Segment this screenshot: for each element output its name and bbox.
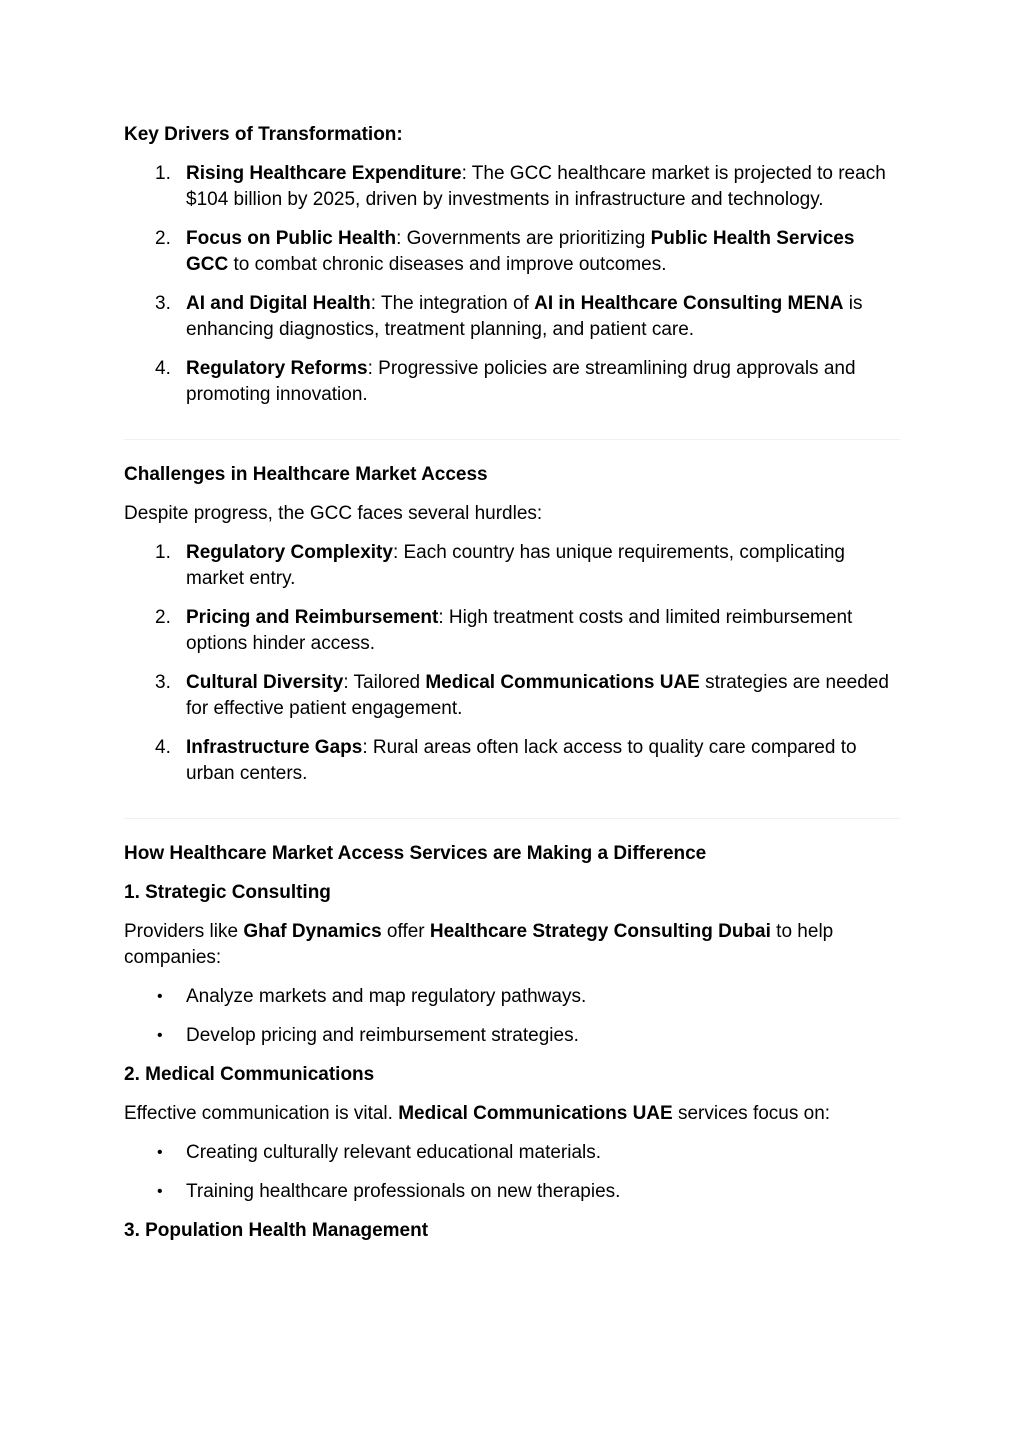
list-item-text: : The integration of — [370, 293, 535, 314]
bullet-list — [124, 984, 900, 1049]
list-item-text: to combat chronic diseases and improve outcomes. — [228, 254, 667, 275]
list-item-title: Rising Healthcare Expenditure — [186, 163, 462, 184]
list-item-emphasis: Public Health Services GCC — [186, 228, 855, 275]
list-item-text: strategies are needed for effective patient engagement. — [186, 672, 889, 719]
paragraph-text: to help companies: — [124, 921, 834, 968]
drivers-list — [124, 161, 900, 408]
list-item-title: Regulatory Complexity — [186, 542, 393, 563]
paragraph-text: Providers like — [124, 921, 244, 942]
list-number: 1. — [155, 163, 171, 184]
paragraph-emphasis: Medical Communications UAE — [398, 1103, 673, 1124]
list-item — [124, 356, 900, 408]
list-number: 3. — [155, 293, 171, 314]
list-number: 4. — [155, 358, 171, 379]
list-item-text: : Each country has unique requirements, complicating market entry. — [186, 542, 845, 589]
list-number: 2. — [155, 607, 171, 628]
list-item-text: is enhancing diagnostics, treatment planning, and patient care. — [186, 293, 863, 340]
bullet-marker: • — [157, 988, 163, 1005]
list-item-text: : High treatment costs and limited reimbursement options hinder access. — [186, 607, 853, 654]
drivers-heading: Key Drivers of Transformation: — [124, 124, 403, 145]
list-item-title: Cultural Diversity — [186, 672, 344, 693]
bullet-text: Analyze markets and map regulatory pathways. — [186, 986, 587, 1007]
list-item-text: : Tailored — [343, 672, 426, 693]
list-item — [124, 605, 900, 657]
bullet-item — [124, 984, 900, 1010]
bullet-item — [124, 1023, 900, 1049]
challenges-list — [124, 540, 900, 787]
bullet-text: Creating culturally relevant educational materials. — [186, 1142, 602, 1163]
list-item-text: : The GCC healthcare market is projected to reach $104 billion by 2025, driven by investments in infrastructure and technology. — [186, 163, 886, 210]
subsection-heading: 3. Population Health Management — [124, 1220, 429, 1241]
section-divider — [124, 439, 900, 440]
list-number: 4. — [155, 737, 171, 758]
bullet-text: Training healthcare professionals on new therapies. — [186, 1181, 621, 1202]
services-heading: How Healthcare Market Access Services are Making a Difference — [124, 843, 707, 864]
list-number: 1. — [155, 542, 171, 563]
list-item-title: Focus on Public Health — [186, 228, 397, 249]
list-item-title: AI and Digital Health — [186, 293, 371, 314]
paragraph-text: Effective communication is vital. — [124, 1103, 399, 1124]
list-item-title: Regulatory Reforms — [186, 358, 368, 379]
subsection-heading: 1. Strategic Consulting — [124, 882, 331, 903]
list-item — [124, 161, 900, 213]
bullet-item — [124, 1179, 900, 1205]
challenges-intro: Despite progress, the GCC faces several hurdles: — [124, 503, 543, 524]
bullet-marker: • — [157, 1183, 163, 1200]
paragraph-emphasis: Healthcare Strategy Consulting Dubai — [429, 921, 771, 942]
list-item — [124, 226, 900, 278]
subsection-heading: 2. Medical Communications — [124, 1064, 375, 1085]
list-item-text: : Rural areas often lack access to quality care compared to urban centers. — [186, 737, 857, 784]
paragraph-text: services focus on: — [672, 1103, 831, 1124]
list-item-emphasis: AI in Healthcare Consulting MENA — [534, 293, 844, 314]
list-item — [124, 540, 900, 592]
paragraph — [124, 1101, 900, 1127]
list-item — [124, 735, 900, 787]
document-page — [124, 122, 900, 1244]
paragraph — [124, 919, 900, 971]
list-item — [124, 291, 900, 343]
challenges-heading: Challenges in Healthcare Market Access — [124, 464, 488, 485]
bullet-text: Develop pricing and reimbursement strategies. — [186, 1025, 579, 1046]
list-item — [124, 670, 900, 722]
bullet-item — [124, 1140, 900, 1166]
list-item-emphasis: Medical Communications UAE — [425, 672, 700, 693]
list-item-text: : Governments are prioritizing — [396, 228, 651, 249]
bullet-marker: • — [157, 1144, 163, 1161]
paragraph-emphasis: Ghaf Dynamics — [243, 921, 382, 942]
list-number: 3. — [155, 672, 171, 693]
list-item-title: Infrastructure Gaps — [186, 737, 363, 758]
section-divider — [124, 818, 900, 819]
list-item-text: : Progressive policies are streamlining drug approvals and promoting innovation. — [186, 358, 856, 405]
paragraph-text: offer — [381, 921, 430, 942]
list-item-title: Pricing and Reimbursement — [186, 607, 439, 628]
bullet-list — [124, 1140, 900, 1205]
bullet-marker: • — [157, 1027, 163, 1044]
list-number: 2. — [155, 228, 171, 249]
